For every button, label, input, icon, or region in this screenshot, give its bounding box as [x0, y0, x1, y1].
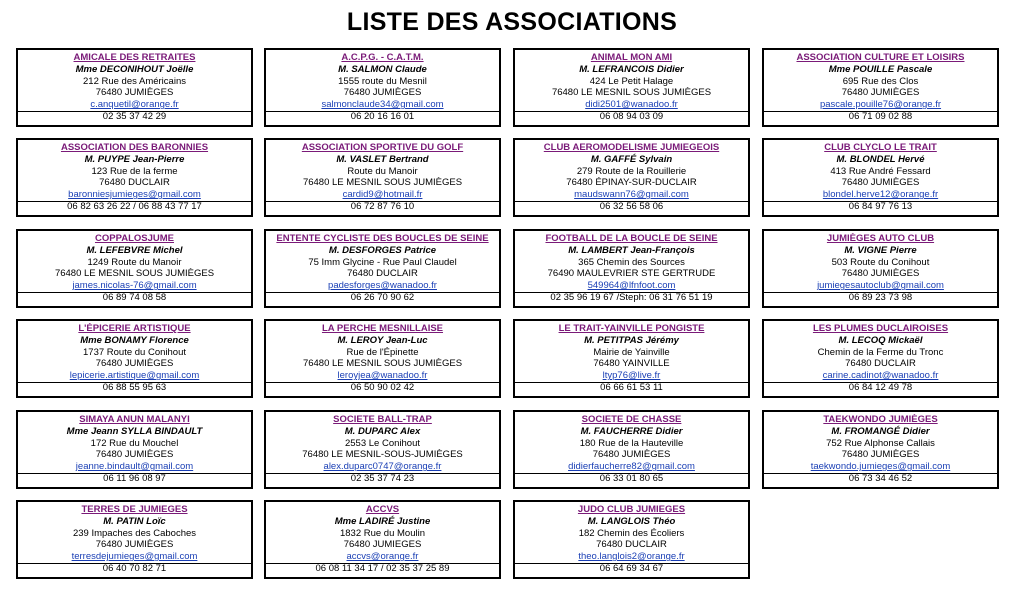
association-name: ENTENTE CYCLISTE DES BOUCLES DE SEINE — [276, 233, 489, 244]
association-name: SIMAYA ANUN MALANYI — [79, 414, 190, 425]
contact-person: M. PATIN Loïc — [103, 515, 166, 527]
association-name: JUDO CLUB JUMIEGES — [577, 504, 686, 515]
email-link[interactable]: jeanne.bindault@gmail.com — [75, 461, 194, 473]
association-name: LE TRAIT-YAINVILLE PONGISTE — [558, 323, 705, 334]
contact-person: M. PETITPAS Jérémy — [584, 334, 679, 346]
contact-person: M. VIGNE Pierre — [844, 244, 917, 256]
email-link[interactable]: james.nicolas-76@gmail.com — [72, 280, 197, 292]
association-name: SOCIETE DE CHASSE — [581, 414, 682, 425]
contact-person: M. BLONDEL Hervé — [836, 153, 925, 165]
contact-person: Mme POUILLE Pascale — [828, 63, 933, 75]
phone-number: 02 35 96 19 67 /Steph: 06 31 76 51 19 — [550, 291, 713, 303]
phone-number: 02 35 37 74 23 — [350, 472, 415, 484]
association-name: ASSOCIATION DES BARONNIES — [60, 142, 209, 153]
association-card — [16, 500, 253, 579]
email-link[interactable]: didierfaucherre82@gmail.com — [568, 461, 695, 473]
phone-number: 06 89 74 08 58 — [102, 291, 167, 303]
street-address: 239 Impaches des Caboches — [72, 527, 197, 539]
association-card — [513, 500, 750, 579]
association-card — [16, 138, 253, 217]
city-line: 76480 ÉPINAY-SUR-DUCLAIR — [566, 177, 697, 189]
phone-divider — [266, 563, 499, 564]
contact-person: M. LAMBERT Jean-François — [568, 244, 695, 256]
contact-person: M. LEROY Jean-Luc — [337, 334, 428, 346]
street-address: 75 Imm Glycine - Rue Paul Claudel — [308, 256, 457, 268]
city-line: 76480 JUMIÈGES — [95, 358, 174, 370]
street-address: 1555 route du Mesnil — [338, 75, 427, 87]
email-link[interactable]: leroyjea@wanadoo.fr — [337, 370, 428, 382]
email-link[interactable]: 549964@lfnfoot.com — [587, 280, 676, 292]
phone-number: 06 32 56 58 06 — [599, 200, 664, 212]
email-link[interactable]: cardid9@hotmail.fr — [342, 189, 423, 201]
association-name: CLUB AEROMODELISME JUMIEGEOIS — [543, 142, 720, 153]
phone-number: 06 84 97 76 13 — [848, 200, 913, 212]
street-address: 424 Le Petit Halage — [589, 75, 674, 87]
association-card — [264, 410, 501, 489]
email-link[interactable]: c.anquetil@orange.fr — [90, 99, 179, 111]
association-name: CLUB CLYCLO LE TRAIT — [824, 142, 937, 153]
phone-number: 06 88 55 95 63 — [102, 381, 167, 393]
association-name: ANIMAL MON AMI — [590, 52, 673, 63]
city-line: 76480 DUCLAIR — [347, 268, 418, 280]
phone-divider — [266, 292, 499, 293]
city-line: 76480 JUMIÈGES — [841, 87, 920, 99]
city-line: 76480 JUMIÈGES — [841, 449, 920, 461]
city-line: 76480 YAINVILLE — [593, 358, 670, 370]
association-card — [264, 319, 501, 398]
phone-divider — [266, 382, 499, 383]
association-name: AMICALE DES RETRAITES — [73, 52, 196, 63]
email-link[interactable]: ltyp76@live.fr — [602, 370, 661, 382]
phone-number: 06 84 12 49 78 — [848, 381, 913, 393]
contact-person: Mme DECONIHOUT Joëlle — [75, 63, 194, 75]
street-address: 1249 Route du Manoir — [87, 256, 182, 268]
association-name: ASSOCIATION SPORTIVE DU GOLF — [301, 142, 464, 153]
association-name: SOCIETE BALL-TRAP — [333, 414, 432, 425]
contact-person: M. SALMON Claude — [338, 63, 427, 75]
phone-number: 06 08 94 03 09 — [599, 110, 664, 122]
phone-number: 06 66 61 53 11 — [600, 381, 663, 393]
association-card — [264, 229, 501, 308]
city-line: 76480 JUMIÈGES — [95, 87, 174, 99]
city-line: 76480 DUCLAIR — [99, 177, 170, 189]
phone-divider — [18, 201, 251, 202]
email-link[interactable]: terresdejumieges@gmail.com — [71, 551, 198, 563]
email-link[interactable]: theo.langlois2@orange.fr — [578, 551, 685, 563]
contact-person: Mme LADIRÉ Justine — [334, 515, 431, 527]
street-address: 1832 Rue du Moulin — [339, 527, 426, 539]
phone-divider — [515, 382, 748, 383]
association-card — [16, 410, 253, 489]
phone-divider — [515, 563, 748, 564]
email-link[interactable]: jumiegesautoclub@gmail.com — [817, 280, 944, 292]
street-address: 752 Rue Alphonse Callais — [826, 437, 935, 449]
city-line: 76480 DUCLAIR — [596, 539, 667, 551]
association-card — [264, 138, 501, 217]
association-card — [513, 319, 750, 398]
phone-number: 06 64 69 34 67 — [599, 562, 664, 574]
email-link[interactable]: taekwondo.jumieges@gmail.com — [810, 461, 951, 473]
phone-divider — [266, 473, 499, 474]
phone-number: 06 73 34 46 52 — [848, 472, 913, 484]
email-link[interactable]: alex.duparc0747@orange.fr — [323, 461, 442, 473]
street-address: 365 Chemin des Sources — [578, 256, 685, 268]
association-card — [513, 410, 750, 489]
email-link[interactable]: blondel.herve12@orange.fr — [822, 189, 939, 201]
street-address: 695 Rue des Clos — [842, 75, 919, 87]
contact-person: M. LEFRANCOIS Didier — [579, 63, 684, 75]
phone-divider — [515, 473, 748, 474]
phone-number: 06 82 63 26 22 / 06 88 43 77 17 — [67, 200, 202, 212]
city-line: 76480 JUMIÈGES — [841, 268, 920, 280]
contact-person: M. VASLET Bertrand — [336, 153, 429, 165]
association-name: ACCVS — [365, 504, 400, 515]
city-line: 76480 LE MESNIL SOUS JUMIÈGES — [54, 268, 215, 280]
email-link[interactable]: maudswann76@gmail.com — [574, 189, 689, 201]
contact-person: M. LECOQ Mickaël — [838, 334, 923, 346]
street-address: 279 Route de la Rouillerie — [576, 165, 687, 177]
phone-number: 06 20 16 16 01 — [350, 110, 415, 122]
city-line: 76490 MAULEVRIER STE GERTRUDE — [547, 268, 716, 280]
phone-number: 06 71 09 02 88 — [848, 110, 913, 122]
association-name: A.C.P.G. - C.A.T.M. — [341, 52, 424, 63]
association-card — [16, 319, 253, 398]
phone-divider — [18, 563, 251, 564]
association-name: COPPALOSJUME — [94, 233, 174, 244]
phone-divider — [18, 292, 251, 293]
phone-divider — [515, 201, 748, 202]
page-title: LISTE DES ASSOCIATIONS — [346, 8, 678, 36]
street-address: 2553 Le Conihout — [344, 437, 420, 449]
city-line: 76480 JUMIÈGES — [95, 539, 174, 551]
phone-divider — [266, 111, 499, 112]
street-address: 123 Rue de la ferme — [91, 165, 178, 177]
association-card — [762, 410, 999, 489]
association-card — [762, 138, 999, 217]
contact-person: M. PUYPE Jean-Pierre — [84, 153, 185, 165]
phone-number: 06 72 87 76 10 — [350, 200, 415, 212]
phone-number: 06 33 01 80 65 — [599, 472, 664, 484]
association-card — [513, 138, 750, 217]
contact-person: M. LEFEBVRE Michel — [86, 244, 183, 256]
contact-person: Mme BONAMY Florence — [80, 334, 189, 346]
street-address: 172 Rue du Mouchel — [90, 437, 179, 449]
email-link[interactable]: didi2501@wanadoo.fr — [585, 99, 678, 111]
contact-person: M. FAUCHERRE Didier — [580, 425, 683, 437]
association-name: TERRES DE JUMIEGES — [81, 504, 188, 515]
phone-divider — [764, 111, 997, 112]
association-card — [264, 48, 501, 127]
street-address: Mairie de Yainville — [593, 346, 670, 358]
association-card — [264, 500, 501, 579]
association-card — [762, 319, 999, 398]
street-address: 413 Rue André Fessard — [830, 165, 931, 177]
phone-number: 06 50 90 02 42 — [350, 381, 415, 393]
city-line: 76480 LE MESNIL SOUS JUMIÈGES — [551, 87, 712, 99]
association-card — [16, 48, 253, 127]
city-line: 76480 JUMIÈGES — [841, 177, 920, 189]
email-link[interactable]: padesforges@wanadoo.fr — [328, 280, 437, 292]
email-link[interactable]: accvs@orange.fr — [346, 551, 419, 563]
association-card — [513, 229, 750, 308]
association-name: LA PERCHE MESNILLAISE — [321, 323, 444, 334]
contact-person: M. LANGLOIS Théo — [587, 515, 676, 527]
association-card — [762, 48, 999, 127]
phone-divider — [764, 473, 997, 474]
street-address: 212 Rue des Américains — [83, 75, 186, 87]
street-address: Route du Manoir — [347, 165, 418, 177]
city-line: 76480 LE MESNIL SOUS JUMIÈGES — [302, 177, 463, 189]
city-line: 76480 JUMIEGES — [343, 539, 422, 551]
phone-number: 06 89 23 73 98 — [848, 291, 913, 303]
street-address: 180 Rue de la Hauteville — [579, 437, 684, 449]
phone-divider — [764, 292, 997, 293]
association-card — [762, 229, 999, 308]
phone-number: 06 40 70 82 71 — [102, 562, 167, 574]
association-name: LES PLUMES DUCLAIROISES — [812, 323, 949, 334]
association-name: L'ÉPICERIE ARTISTIQUE — [78, 323, 191, 334]
contact-person: M. GAFFÉ Sylvain — [590, 153, 673, 165]
association-name: ASSOCIATION CULTURE ET LOISIRS — [796, 52, 965, 63]
association-name: FOOTBALL DE LA BOUCLE DE SEINE — [545, 233, 718, 244]
phone-divider — [18, 382, 251, 383]
contact-person: M. DESFORGES Patrice — [328, 244, 437, 256]
phone-divider — [515, 111, 748, 112]
contact-person: M. FROMANGÉ Didier — [831, 425, 930, 437]
city-line: 76480 JUMIÈGES — [343, 87, 422, 99]
phone-divider — [18, 111, 251, 112]
email-link[interactable]: carine.cadinot@wanadoo.fr — [822, 370, 939, 382]
phone-number: 06 26 70 90 62 — [350, 291, 415, 303]
association-name: JUMIÈGES AUTO CLUB — [826, 233, 935, 244]
phone-divider — [18, 473, 251, 474]
association-card — [513, 48, 750, 127]
phone-divider — [515, 292, 748, 293]
phone-divider — [266, 201, 499, 202]
email-link[interactable]: salmonclaude34@gmail.com — [321, 99, 444, 111]
phone-number: 02 35 37 42 29 — [102, 110, 167, 122]
phone-number: 06 11 96 08 97 — [103, 472, 166, 484]
contact-person: M. DUPARC Alex — [344, 425, 421, 437]
email-link[interactable]: lepicerie.artistique@gmail.com — [69, 370, 200, 382]
city-line: 76480 JUMIÈGES — [95, 449, 174, 461]
street-address: 503 Route du Conihout — [831, 256, 930, 268]
street-address: 182 Chemin des Écoliers — [578, 527, 685, 539]
phone-divider — [764, 201, 997, 202]
street-address: 1737 Route du Conihout — [83, 346, 186, 358]
association-name: TAEKWONDO JUMIÈGES — [823, 414, 938, 425]
association-card — [16, 229, 253, 308]
phone-divider — [764, 382, 997, 383]
email-link[interactable]: baronniesjumieges@gmail.com — [68, 189, 201, 201]
city-line: 76480 JUMIÈGES — [592, 449, 671, 461]
email-link[interactable]: pascale.pouille76@orange.fr — [819, 99, 942, 111]
city-line: 76480 DUCLAIR — [845, 358, 916, 370]
contact-person: Mme Jeann SYLLA BINDAULT — [66, 425, 203, 437]
street-address: Chemin de la Ferme du Tronc — [817, 346, 944, 358]
phone-number: 06 08 11 34 17 / 02 35 37 25 89 — [315, 562, 450, 574]
city-line: 76480 LE MESNIL-SOUS-JUMIÈGES — [302, 449, 463, 461]
city-line: 76480 LE MESNIL SOUS JUMIÈGES — [302, 358, 463, 370]
street-address: Rue de l'Épinette — [346, 346, 419, 358]
